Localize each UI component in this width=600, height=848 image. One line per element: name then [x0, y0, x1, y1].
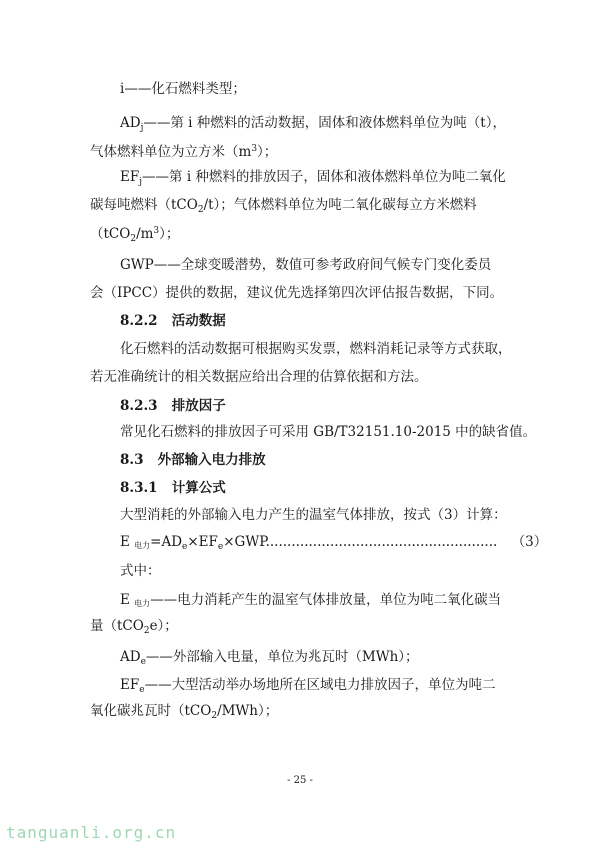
- text: /t）；气体燃料单位为吨二氧化碳每立方米燃料: [203, 197, 477, 213]
- text: （tCO: [90, 226, 131, 242]
- subscript: e: [182, 542, 188, 552]
- formula-term: ×GWP: [223, 534, 266, 550]
- section-number: 8.3.1: [120, 480, 158, 496]
- text: ——第 i 种燃料的排放因子，固体和液体燃料单位为吨二氧化: [142, 169, 506, 185]
- text: 化石燃料的活动数据可根据购买发票，燃料消耗记录等方式获取，: [120, 341, 512, 357]
- subscript: e: [139, 685, 145, 695]
- line-23: [90, 701, 278, 726]
- text: /MWh）；: [217, 703, 279, 719]
- subscript: 2: [211, 711, 218, 721]
- subscript: e: [140, 657, 146, 667]
- text: 气体燃料单位为立方米（m: [90, 144, 252, 160]
- subscript: 2: [130, 234, 137, 244]
- subscript: 电力: [134, 541, 151, 550]
- section-title: 外部输入电力排放: [157, 452, 266, 468]
- equation-number: （3）: [511, 534, 548, 550]
- text: AD: [120, 649, 141, 665]
- watermark: tanguanli.org.cn: [6, 823, 177, 842]
- section-title: 排放因子: [171, 398, 226, 414]
- formula-3: [120, 532, 547, 557]
- line-10: [120, 339, 512, 359]
- line-21: [120, 647, 419, 672]
- text: EF: [120, 169, 140, 185]
- text: 式中：: [120, 563, 161, 579]
- line-2: [120, 113, 506, 138]
- subscript: 电力: [134, 599, 151, 608]
- text: 会（IPCC）提供的数据，建议优先选择第四次评估报告数据，下同。: [90, 285, 504, 301]
- superscript: 3: [251, 144, 258, 154]
- section-title: 活动数据: [171, 313, 226, 329]
- section-title: 计算公式: [171, 480, 226, 496]
- section-number: 8.2.3: [120, 398, 158, 414]
- line-18: [120, 561, 161, 581]
- section-number: 8.3: [120, 452, 144, 468]
- line-19: [120, 590, 501, 614]
- text: /m: [136, 226, 154, 242]
- section-number: 8.2.2: [120, 313, 158, 329]
- text: ——电力消耗产生的温室气体排放量，单位为吨二氧化碳当: [150, 592, 502, 608]
- text: 量（tCO: [90, 618, 144, 634]
- line-1: [120, 79, 246, 99]
- text: ）；: [159, 226, 180, 242]
- line-22: [120, 675, 496, 700]
- line-5: [90, 195, 477, 220]
- text: AD: [120, 115, 141, 131]
- subscript: 2: [143, 626, 150, 636]
- formula-symbol: E: [120, 592, 135, 608]
- subscript: j: [139, 177, 143, 187]
- line-13: [120, 422, 536, 442]
- formula-term: =AD: [150, 534, 183, 550]
- text: 若无准确统计的相关数据应给出合理的估算依据和方法。: [90, 369, 428, 385]
- line-20: [90, 616, 178, 641]
- formula-symbol: E: [120, 534, 135, 550]
- text: i——化石燃料类型；: [120, 81, 246, 97]
- section-heading-8-2-3: [120, 396, 226, 416]
- section-heading-8-3-1: [120, 478, 226, 498]
- line-11: [90, 367, 428, 387]
- line-6: [90, 221, 179, 249]
- superscript: 3: [153, 226, 160, 236]
- text: ——外部输入电量，单位为兆瓦时（MWh）；: [145, 649, 419, 665]
- line-16: [120, 505, 507, 525]
- text: 氧化碳兆瓦时（tCO: [90, 703, 212, 719]
- line-7: [120, 255, 491, 275]
- text: e）；: [149, 618, 178, 634]
- subscript: j: [140, 123, 144, 133]
- leader-dots: ......................................................: [265, 534, 498, 550]
- line-8: [90, 283, 503, 303]
- text: 常见化石燃料的排放因子可采用 GB/T32151.10-2015 中的缺省值。: [120, 424, 537, 440]
- text: 碳每吨燃料（tCO: [90, 197, 198, 213]
- line-4: [120, 167, 506, 192]
- section-heading-8-2-2: [120, 311, 226, 331]
- text: 大型消耗的外部输入电力产生的温室气体排放，按式（3）计算：: [120, 507, 507, 523]
- text: ——大型活动举办场地所在区域电力排放因子，单位为吨二: [144, 677, 496, 693]
- text: ——第 i 种燃料的活动数据，固体和液体燃料单位为吨（t），: [143, 115, 506, 131]
- formula-term: ×EF: [187, 534, 218, 550]
- line-3: [90, 139, 277, 162]
- text: GWP——全球变暖潜势，数值可参考政府间气候专门变化委员: [120, 257, 492, 273]
- subscript: e: [217, 542, 224, 552]
- text: ）；: [257, 144, 278, 160]
- text: EF: [120, 677, 140, 693]
- page-number: - 25 -: [287, 775, 313, 786]
- section-heading-8-3: [120, 450, 266, 470]
- subscript: 2: [197, 205, 204, 215]
